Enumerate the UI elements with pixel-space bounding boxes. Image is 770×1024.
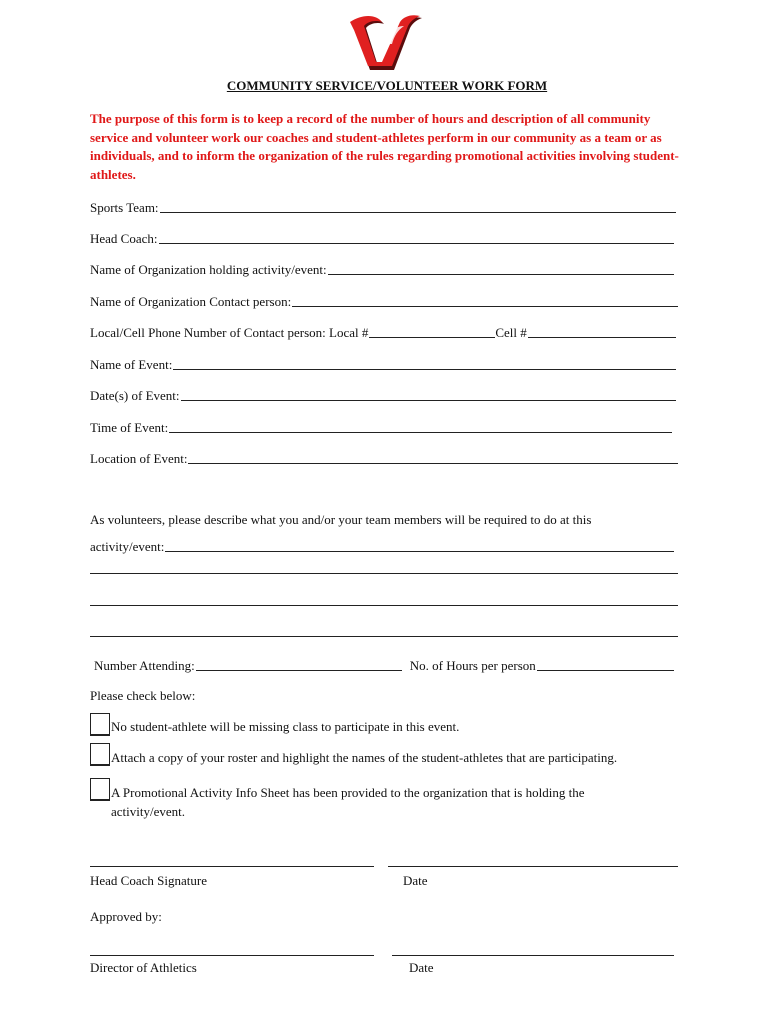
v-flame-logo-icon <box>344 14 428 74</box>
org-name-label: Name of Organization holding activity/event: <box>90 262 327 277</box>
describe-line-1[interactable] <box>165 551 674 552</box>
cell-phone-label: Cell # <box>495 325 527 340</box>
checkbox-no-missing-class[interactable] <box>90 713 110 736</box>
head-coach-label: Head Coach: <box>90 231 158 246</box>
describe-field[interactable] <box>90 537 690 555</box>
describe-line-3[interactable] <box>90 605 678 606</box>
local-phone-label: Local/Cell Phone Number of Contact person: Local # <box>90 325 369 340</box>
sports-team-label: Sports Team: <box>90 200 159 215</box>
event-name-line[interactable] <box>173 369 676 370</box>
org-contact-field[interactable] <box>90 292 690 310</box>
checkbox-label-promo-sheet: A Promotional Activity Info Sheet has been provided to the organization that is holding the activity/event. <box>111 785 585 819</box>
date-line-2[interactable] <box>392 955 674 956</box>
date-line-1[interactable] <box>388 866 678 867</box>
head-coach-signature-label: Head Coach Signature <box>90 873 207 888</box>
purpose-statement: The purpose of this form is to keep a record of the number of hours and description of all community service and volunteer work our coaches and student-athletes perform in our community as a team or as individuals, and to inform the organization of the rules regarding promotional activities involving student-athletes. <box>90 111 679 182</box>
event-time-line[interactable] <box>169 432 672 433</box>
number-attending-line[interactable] <box>196 670 402 671</box>
hours-per-person-label: No. of Hours per person <box>409 658 536 673</box>
number-attending-label: Number Attending: <box>94 658 195 673</box>
hours-per-person-line[interactable] <box>537 670 674 671</box>
org-contact-label: Name of Organization Contact person: <box>90 294 292 309</box>
org-name-field[interactable] <box>90 260 690 278</box>
date-label-2: Date <box>409 960 434 975</box>
event-time-field[interactable] <box>90 418 690 436</box>
approved-by-label: Approved by: <box>90 909 162 924</box>
event-dates-label: Date(s) of Event: <box>90 388 180 403</box>
checkbox-label-no-missing-class: No student-athlete will be missing class to participate in this event. <box>111 719 460 734</box>
event-dates-line[interactable] <box>181 400 676 401</box>
cell-phone-line[interactable] <box>528 337 676 338</box>
attending-field[interactable] <box>94 656 680 674</box>
date-label-1: Date <box>403 873 428 888</box>
checkbox-promo-sheet[interactable] <box>90 778 110 801</box>
sports-team-field[interactable] <box>90 198 690 216</box>
describe-prompt: As volunteers, please describe what you and/or your team members will be required to do at this <box>90 512 592 527</box>
sports-team-line[interactable] <box>160 212 676 213</box>
head-coach-line[interactable] <box>159 243 674 244</box>
checkbox-label-attach-roster: Attach a copy of your roster and highlight the names of the student-athletes that are participating. <box>111 750 618 765</box>
event-dates-field[interactable] <box>90 386 690 404</box>
head-coach-signature-line[interactable] <box>90 866 374 867</box>
event-time-label: Time of Event: <box>90 420 169 435</box>
form-title: COMMUNITY SERVICE/VOLUNTEER WORK FORM <box>226 78 548 93</box>
director-signature-line[interactable] <box>90 955 374 956</box>
org-name-line[interactable] <box>328 274 674 275</box>
event-name-field[interactable] <box>90 355 690 373</box>
check-heading: Please check below: <box>90 688 196 703</box>
event-location-field[interactable] <box>90 449 690 467</box>
local-phone-line[interactable] <box>369 337 495 338</box>
checkbox-attach-roster[interactable] <box>90 743 110 766</box>
describe-label: activity/event: <box>90 539 165 554</box>
event-location-line[interactable] <box>188 463 678 464</box>
event-name-label: Name of Event: <box>90 357 173 372</box>
describe-line-4[interactable] <box>90 636 678 637</box>
describe-line-2[interactable] <box>90 573 678 574</box>
event-location-label: Location of Event: <box>90 451 188 466</box>
org-contact-line[interactable] <box>292 306 678 307</box>
head-coach-field[interactable] <box>90 229 690 247</box>
director-label: Director of Athletics <box>90 960 197 975</box>
phone-field[interactable] <box>90 323 690 341</box>
